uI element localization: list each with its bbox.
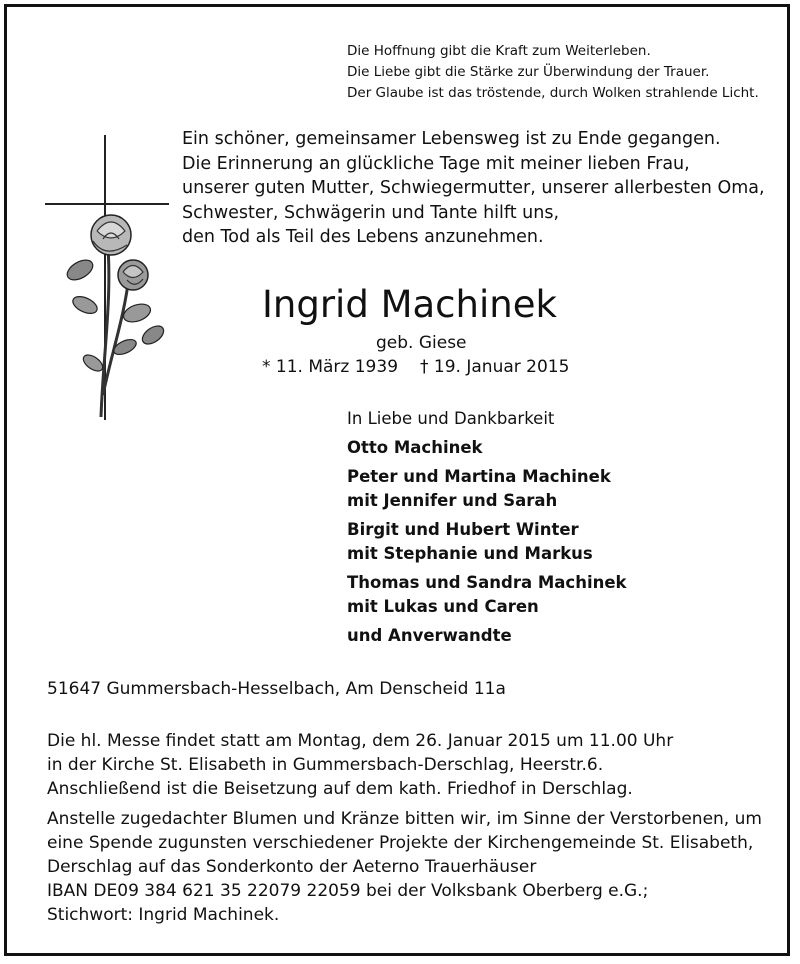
intro-line: Schwester, Schwägerin und Tante hilft uns, xyxy=(182,202,560,223)
obituary-notice xyxy=(4,4,790,956)
mourner-group xyxy=(347,518,627,566)
life-dates xyxy=(262,357,569,377)
service-details xyxy=(47,729,673,801)
motto-line: Der Glaube ist das tröstende, durch Wolken strahlende Licht. xyxy=(347,85,759,101)
mourner-group xyxy=(347,571,627,619)
intro-line: Ein schöner, gemeinsamer Lebensweg ist zu Ende gegangen. xyxy=(182,129,721,149)
mourner-line: und Anverwandte xyxy=(347,626,512,645)
mourner-line: mit Lukas und Caren xyxy=(347,597,539,616)
mourner-group xyxy=(347,436,627,460)
mourners-lead: In Liebe und Dankbarkeit xyxy=(347,409,555,428)
mourners-list xyxy=(347,407,627,653)
deceased-name: Ingrid Machinek xyxy=(262,283,557,326)
birth-date: * 11. März 1939 xyxy=(262,357,399,377)
motto-quote xyxy=(347,41,759,104)
mourner-group xyxy=(347,624,627,648)
mourner-line: Otto Machinek xyxy=(347,438,483,457)
mourner-line: mit Jennifer und Sarah xyxy=(347,491,558,510)
donation-line: Stichwort: Ingrid Machinek. xyxy=(47,905,280,925)
mourner-line: mit Stephanie und Markus xyxy=(347,544,593,563)
mourner-line: Thomas und Sandra Machinek xyxy=(347,573,627,592)
intro-line: Die Erinnerung an glückliche Tage mit meiner lieben Frau, xyxy=(182,153,690,174)
motto-line: Die Liebe gibt die Stärke zur Überwindung der Trauer. xyxy=(347,64,710,80)
donation-line: IBAN DE09 384 621 35 22079 22059 bei der Volksbank Oberberg e.G.; xyxy=(47,881,649,901)
intro-line: den Tod als Teil des Lebens anzunehmen. xyxy=(182,227,544,247)
service-line: Die hl. Messe findet statt am Montag, dem 26. Januar 2015 um 11.00 Uhr xyxy=(47,731,674,751)
mourner-line: Peter und Martina Machinek xyxy=(347,467,611,486)
maiden-name: geb. Giese xyxy=(376,333,467,353)
service-line: Anschließend ist die Beisetzung auf dem kath. Friedhof in Derschlag. xyxy=(47,779,633,799)
cross-with-roses-icon xyxy=(45,135,175,425)
mourner-line: Birgit und Hubert Winter xyxy=(347,520,579,539)
death-date: † 19. Januar 2015 xyxy=(420,357,570,377)
donation-line: Derschlag auf das Sonderkonto der Aeterno Trauerhäuser xyxy=(47,857,537,877)
intro-line: unserer guten Mutter, Schwiegermutter, unserer allerbesten Oma, xyxy=(182,178,765,198)
motto-line: Die Hoffnung gibt die Kraft zum Weiterleben. xyxy=(347,43,651,59)
service-line: in der Kirche St. Elisabeth in Gummersbach-Derschlag, Heerstr.6. xyxy=(47,755,604,775)
intro-text xyxy=(182,127,765,250)
donation-request xyxy=(47,807,762,927)
mourner-group xyxy=(347,465,627,513)
donation-line: Anstelle zugedachter Blumen und Kränze bitten wir, im Sinne der Verstorbenen, um xyxy=(47,809,762,829)
family-address: 51647 Gummersbach-Hesselbach, Am Denscheid 11a xyxy=(47,679,506,699)
donation-line: eine Spende zugunsten verschiedener Projekte der Kirchengemeinde St. Elisabeth, xyxy=(47,833,754,853)
